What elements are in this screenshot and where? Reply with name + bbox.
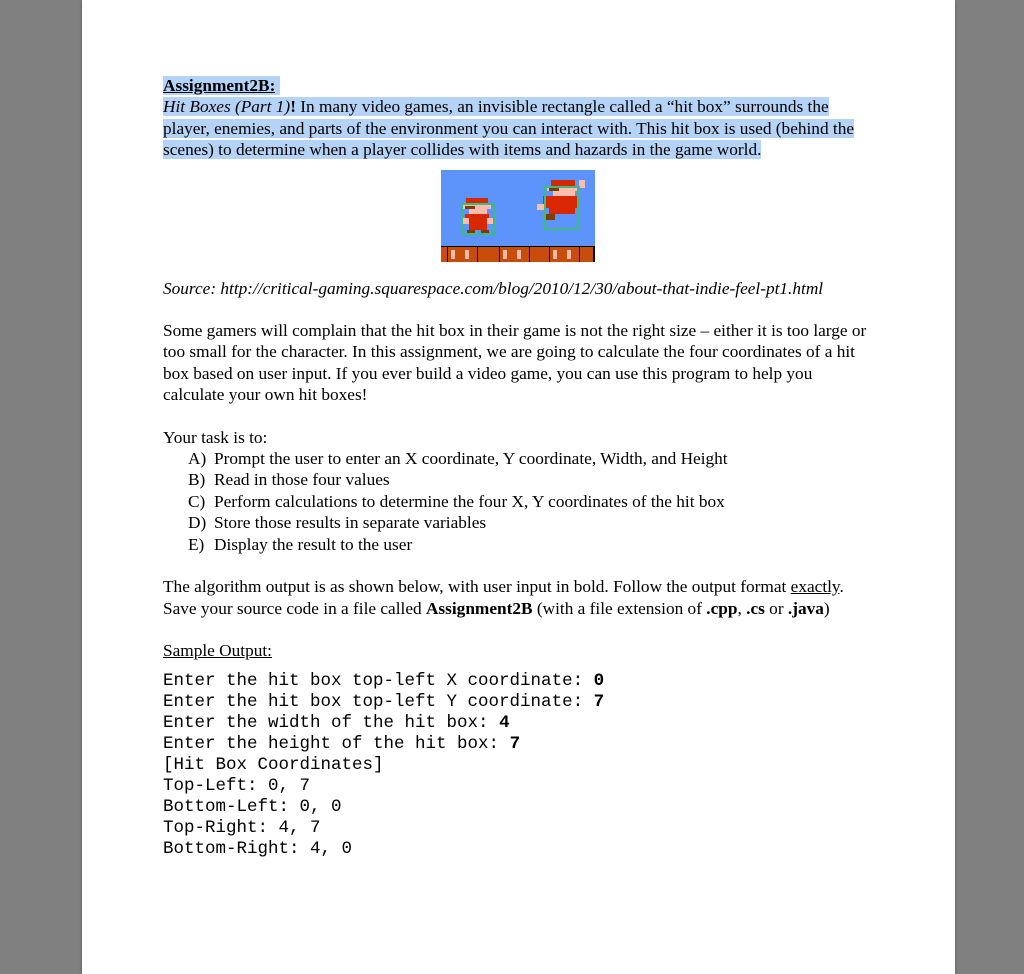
task-list — [163, 448, 873, 555]
output-prompt: Bottom-Left: 0, 0 — [163, 797, 342, 818]
output-line — [163, 692, 873, 713]
mario-hitbox-illustration — [441, 170, 595, 262]
output-line — [163, 818, 873, 839]
exactly-emphasis: exactly — [790, 577, 840, 597]
ext-cs: .cs — [746, 598, 765, 618]
algorithm-text: The algorithm output is as shown below, with user input in bold. Follow the output format — [163, 577, 791, 597]
document-page — [82, 0, 955, 974]
task-text: Display the result to the user — [214, 534, 413, 554]
task-section — [163, 427, 873, 555]
intro-paragraph — [163, 96, 873, 160]
task-text: Prompt the user to enter an X coordinate, Y coordinate, Width, and Height — [214, 449, 728, 469]
task-letter: D) — [188, 513, 207, 533]
heading-text: Assignment2B: — [163, 76, 276, 95]
task-item — [163, 448, 873, 469]
algorithm-sep: , — [737, 598, 747, 618]
task-text: Perform calculations to determine the four X, Y coordinates of the hit box — [214, 491, 725, 511]
sample-output-heading: Sample Output: — [163, 640, 272, 660]
task-intro: Your task is to: — [163, 427, 268, 447]
task-letter: A) — [188, 449, 207, 469]
task-letter: E) — [188, 534, 205, 554]
output-prompt: Top-Left: 0, 7 — [163, 776, 311, 797]
algorithm-text: ) — [823, 598, 830, 618]
task-item — [163, 469, 873, 490]
assignment-heading — [163, 75, 873, 96]
output-prompt: [Hit Box Coordinates] — [163, 755, 384, 776]
intro-title: Hit Boxes (Part 1) — [163, 97, 291, 117]
output-prompt: Enter the hit box top-left Y coordinate: — [163, 692, 594, 713]
output-line — [163, 839, 873, 860]
ext-java: .java — [787, 598, 824, 618]
output-prompt: Enter the width of the hit box: — [163, 713, 500, 734]
task-text: Store those results in separate variables — [214, 513, 487, 533]
user-input: 7 — [509, 734, 521, 755]
user-input: 0 — [593, 671, 605, 692]
output-prompt: Enter the hit box top-left X coordinate: — [163, 671, 594, 692]
task-item — [163, 534, 873, 555]
algorithm-paragraph — [163, 576, 873, 619]
output-prompt: Enter the height of the hit box: — [163, 734, 510, 755]
intro-bang: ! — [290, 97, 296, 117]
intro-text: In many video games, an invisible rectangle called a “hit box” surrounds the player, enemies, and parts of the environment you can interact with. This hit box is used (behind the scenes) to determine when a player collides with items and hazards in the game world. — [163, 97, 855, 160]
algorithm-text: . Save your source code in a file called — [163, 577, 844, 618]
output-line — [163, 797, 873, 818]
user-input: 4 — [499, 713, 510, 734]
output-line — [163, 713, 873, 734]
ext-cpp: .cpp — [706, 598, 738, 618]
task-item — [163, 491, 873, 512]
output-prompt: Top-Right: 4, 7 — [163, 818, 321, 839]
hitbox-figure — [163, 170, 873, 264]
document-content — [163, 75, 873, 860]
output-prompt: Bottom-Right: 4, 0 — [163, 839, 353, 860]
source-citation: Source: http://critical-gaming.squarespace.com/blog/2010/12/30/about-that-indie-feel-pt1.html — [163, 278, 824, 298]
task-letter: B) — [188, 470, 206, 490]
sample-output-block — [163, 671, 873, 860]
algorithm-text: (with a file extension of — [532, 598, 707, 618]
output-line — [163, 671, 873, 692]
task-text: Read in those four values — [214, 470, 390, 490]
task-letter: C) — [188, 491, 206, 511]
filename: Assignment2B — [425, 598, 533, 618]
gamers-paragraph: Some gamers will complain that the hit box in their game is not the right size – either it is too large or too small for the character. In this assignment, we are going to calculate the four coordinates of a hit box based on user input. If you ever build a video game, you can use this program to help you calculate your own hit boxes! — [163, 321, 867, 405]
output-line — [163, 776, 873, 797]
task-item — [163, 512, 873, 533]
algorithm-sep: or — [764, 598, 788, 618]
output-line — [163, 734, 873, 755]
user-input: 7 — [593, 692, 605, 713]
output-line — [163, 755, 873, 776]
